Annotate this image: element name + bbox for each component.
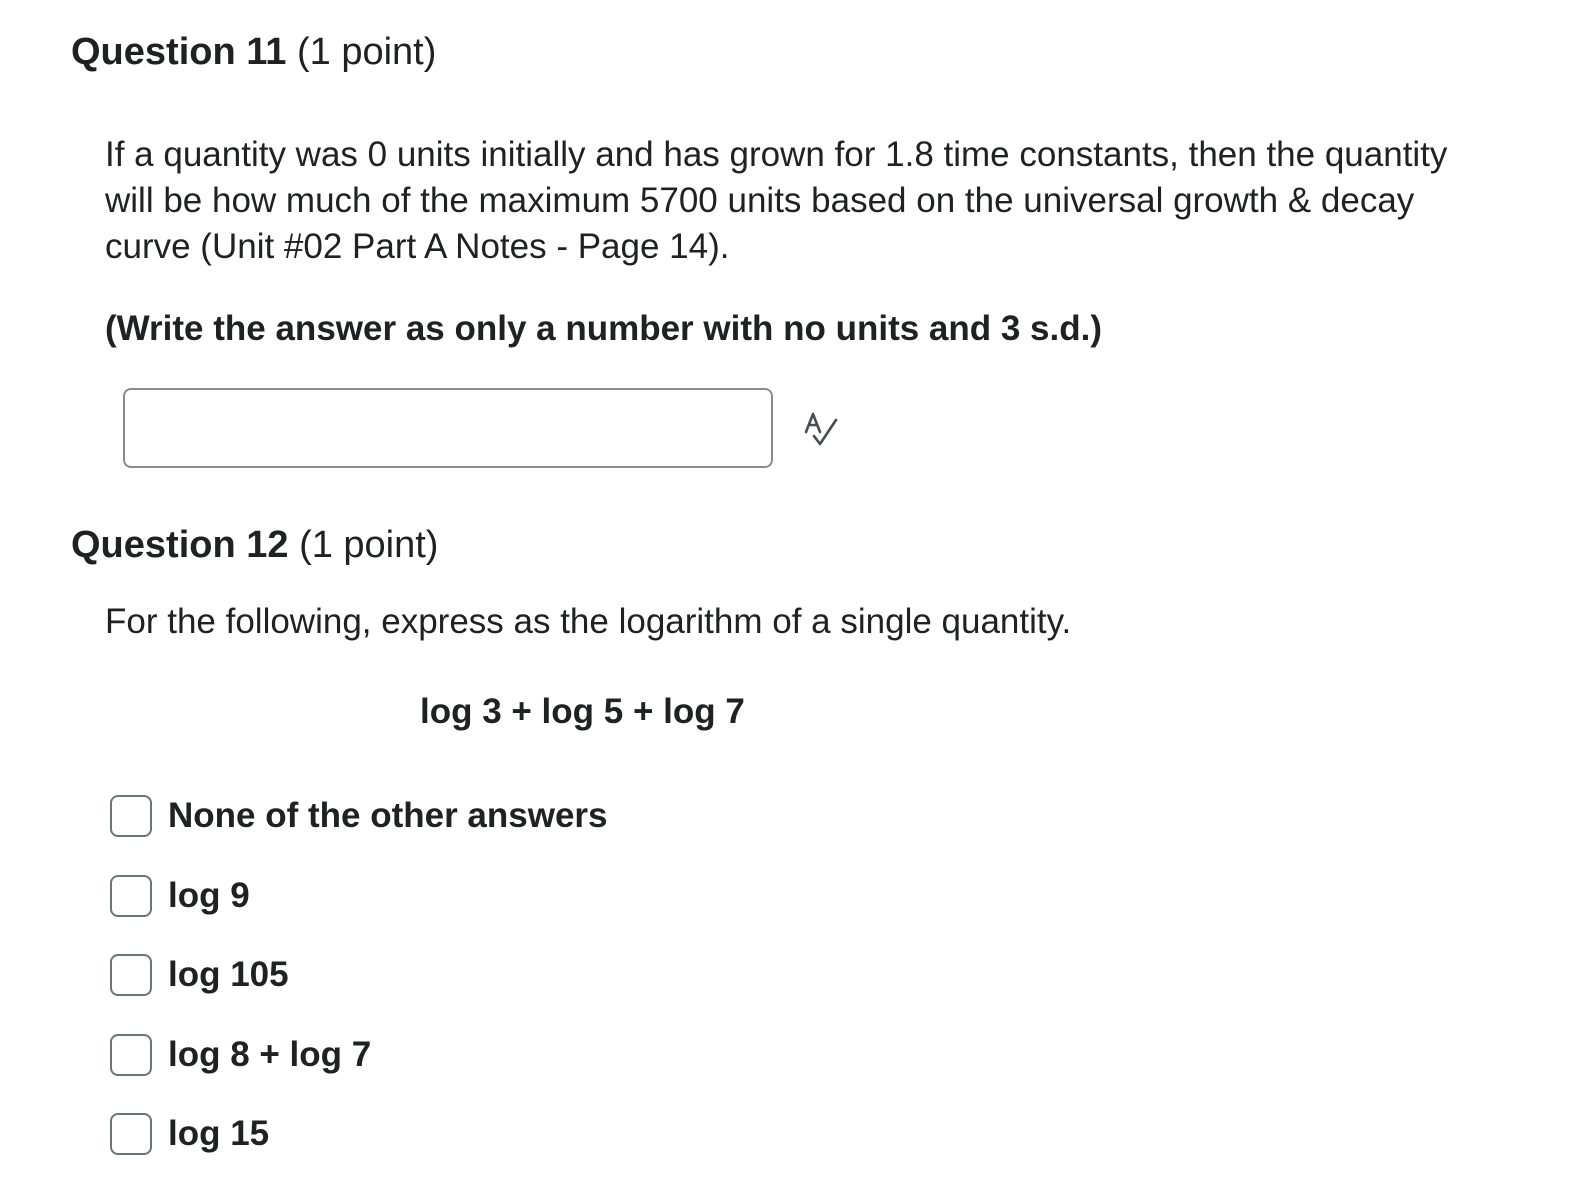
question-12-header xyxy=(71,521,438,569)
choice-log-15[interactable] xyxy=(110,1110,269,1158)
choice-log-9[interactable] xyxy=(110,872,250,920)
spell-check-icon[interactable] xyxy=(800,408,842,450)
answer-input[interactable] xyxy=(123,388,773,468)
choice-none-of-the-other-answers[interactable] xyxy=(110,792,608,840)
question-11-instruction: (Write the answer as only a number with no units and 3 s.d.) xyxy=(105,309,1103,348)
checkbox[interactable] xyxy=(110,1034,152,1076)
checkbox[interactable] xyxy=(110,954,152,996)
choice-label: log 9 xyxy=(168,876,250,915)
choice-label: log 105 xyxy=(168,955,289,994)
choice-log-105[interactable] xyxy=(110,951,289,999)
checkbox[interactable] xyxy=(110,1113,152,1155)
checkbox[interactable] xyxy=(110,795,152,837)
choice-label: log 15 xyxy=(168,1114,270,1153)
question-11-prompt: If a quantity was 0 units initially and has grown for 1.8 time constants, then the quantity will be how much of the maximum 5700 units based on the universal growth & decay curve (Unit #02 Part A Notes - Page 14). xyxy=(105,135,1448,266)
question-11-title: Question 11 xyxy=(71,31,287,73)
question-12-prompt: For the following, express as the logarithm of a single quantity. xyxy=(105,602,1072,641)
choice-log-8-plus-log-7[interactable] xyxy=(110,1031,371,1079)
question-12-points: (1 point) xyxy=(299,524,439,566)
question-11-header xyxy=(71,28,436,76)
question-11-points: (1 point) xyxy=(296,31,437,73)
log-expression: log 3 + log 5 + log 7 xyxy=(420,692,745,731)
choice-label: None of the other answers xyxy=(168,796,608,835)
choice-label: log 8 + log 7 xyxy=(168,1035,372,1074)
checkbox[interactable] xyxy=(110,875,152,917)
question-12-title: Question 12 xyxy=(71,524,289,566)
